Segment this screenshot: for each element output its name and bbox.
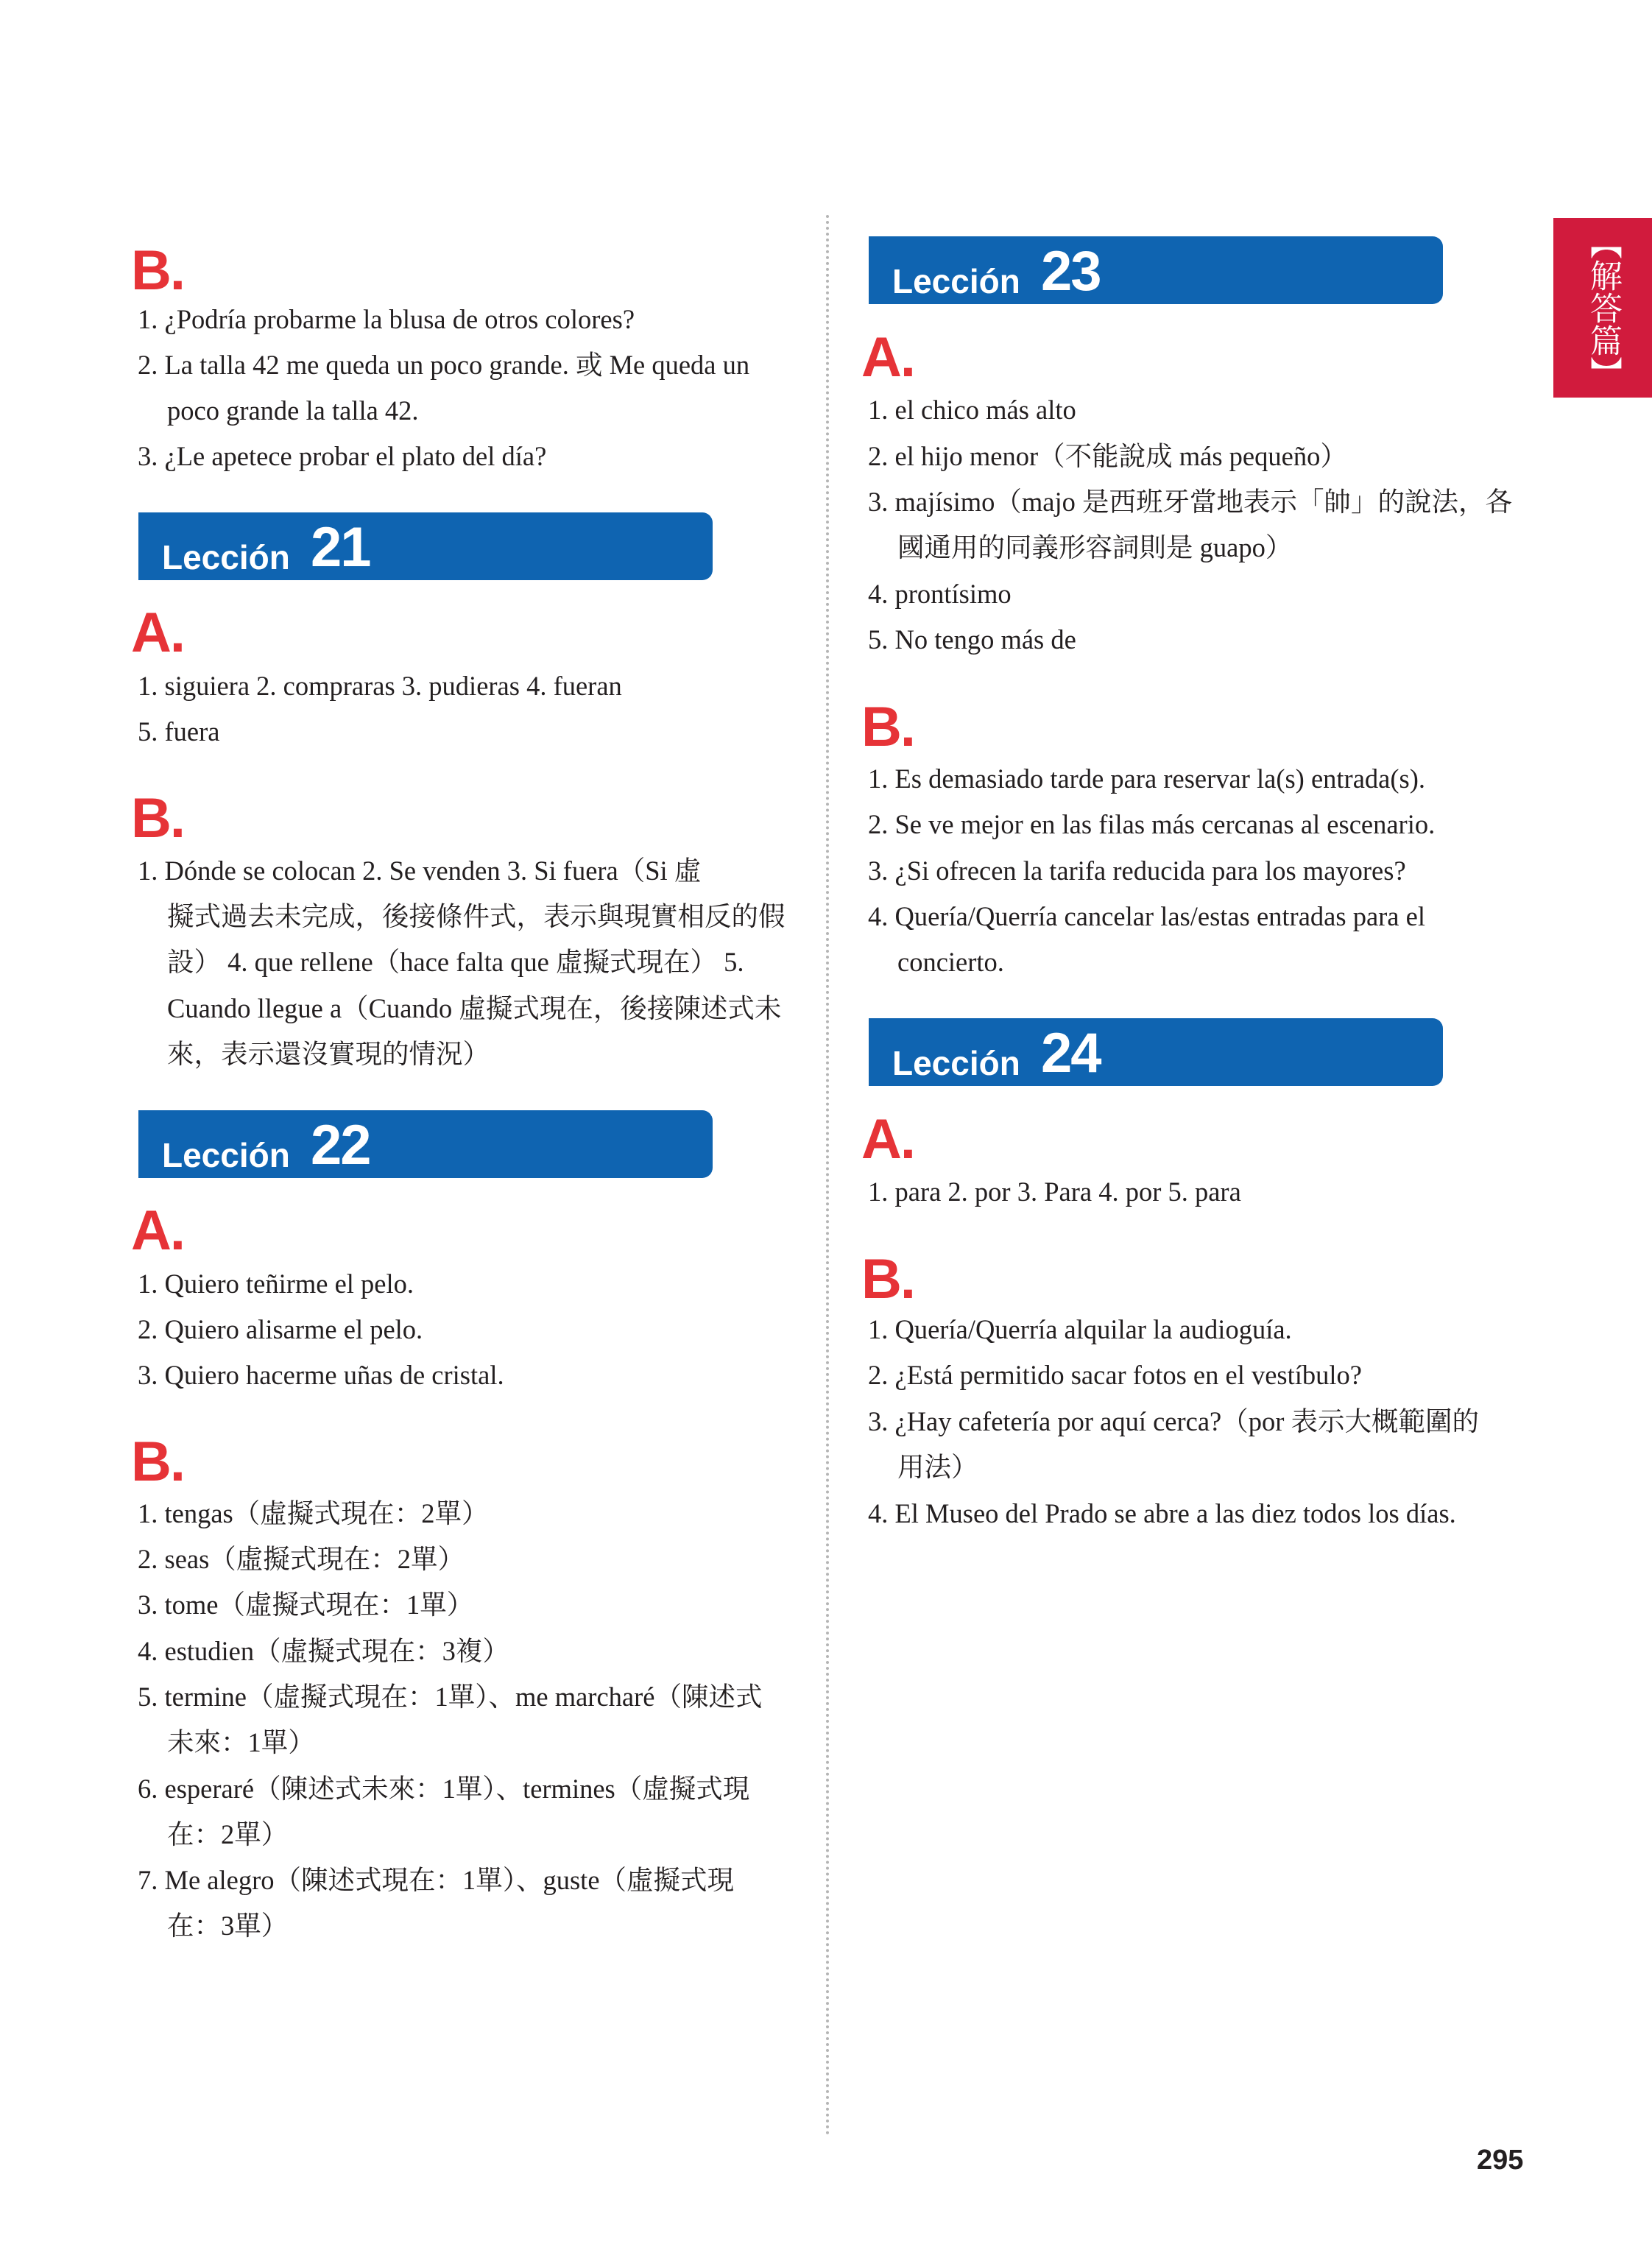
answer-line: 1. tengas（虛擬式現在：2單）: [138, 1498, 489, 1528]
answer-line: 5. No tengo más de: [868, 624, 1076, 655]
section-letter-a: A.: [131, 1199, 185, 1262]
lesson-banner-22: [138, 1110, 713, 1178]
lesson-number: 22: [311, 1114, 370, 1177]
answer-line: 3. tome（虛擬式現在：1單）: [138, 1590, 474, 1620]
answer-line: 3. Quiero hacerme uñas de cristal.: [138, 1360, 504, 1390]
answer-line: 4. prontísimo: [868, 579, 1012, 609]
answer-line: poco grande la talla 42.: [167, 395, 419, 426]
answer-line: 2. Se ve mejor en las filas más cercanas al escenario.: [868, 809, 1436, 839]
section-letter-a: A.: [861, 1108, 915, 1171]
answer-line: 1. Dónde se colocan 2. Se venden 3. Si fuera（Si 虛: [138, 856, 702, 886]
section-letter-a: A.: [131, 602, 185, 664]
answer-line: 2. La talla 42 me queda un poco grande. 或 Me queda un: [138, 350, 750, 380]
answer-line: 4. Quería/Querría cancelar las/estas entradas para el: [868, 901, 1425, 931]
answer-line: 1. el chico más alto: [868, 395, 1076, 425]
lesson-banner-21: [138, 512, 713, 580]
lesson-number: 21: [311, 516, 370, 579]
answer-line: 1. siguiera 2. compraras 3. pudieras 4. fueran: [138, 671, 622, 701]
answer-line: 用法）: [897, 1452, 978, 1482]
answer-line: 1. Es demasiado tarde para reservar la(s) entrada(s).: [868, 763, 1426, 794]
section-tab: [1553, 218, 1652, 398]
section-letter-b: B.: [131, 1431, 185, 1493]
answer-line: 4. estudien（虛擬式現在：3複）: [138, 1636, 509, 1666]
column-divider: [826, 215, 829, 2137]
section-letter-b: B.: [861, 696, 915, 758]
answer-line: 7. Me alegro（陳述式現在：1單）、guste（虛擬式現: [138, 1865, 735, 1895]
answer-line: 來，表示還沒實現的情況）: [167, 1039, 490, 1069]
section-tab-label: 【解答篇】: [1584, 227, 1622, 389]
lesson-number: 23: [1041, 240, 1101, 303]
answer-line: 國通用的同義形容詞則是 guapo）: [897, 532, 1293, 562]
answer-line: 2. el hijo menor（不能說成 más pequeño）: [868, 441, 1347, 471]
section-letter-b: B.: [131, 787, 185, 850]
answer-line: 1. Quiero teñirme el pelo.: [138, 1269, 414, 1299]
answer-line: 3. majísimo（majo 是西班牙當地表示「帥」的說法，各: [868, 487, 1512, 517]
answer-line: 未來：1單）: [167, 1727, 315, 1757]
answer-line: 設） 4. que rellene（hace falta que 虛擬式現在） 5.: [167, 947, 744, 977]
lesson-banner-24: [869, 1018, 1443, 1086]
page-number: 295: [1477, 2145, 1524, 2176]
answer-line: 2. seas（虛擬式現在：2單）: [138, 1544, 465, 1574]
answer-line: 在：2單）: [167, 1819, 289, 1849]
answer-line: 2. ¿Está permitido sacar fotos en el vestíbulo?: [868, 1360, 1362, 1390]
answer-line: 3. ¿Le apetece probar el plato del día?: [138, 441, 547, 471]
lesson-banner-label: Lección: [892, 1044, 1020, 1082]
answer-line: 3. ¿Hay cafetería por aquí cerca?（por 表示大概範圍的: [868, 1406, 1480, 1436]
answer-line: 在：3單）: [167, 1911, 289, 1941]
lesson-number: 24: [1041, 1022, 1101, 1084]
answer-line: 擬式過去未完成，後接條件式，表示與現實相反的假: [167, 901, 786, 931]
answer-line: 3. ¿Si ofrecen la tarifa reducida para los mayores?: [868, 856, 1406, 886]
answer-line: 4. El Museo del Prado se abre a las diez todos los días.: [868, 1498, 1456, 1528]
answer-line: 1. ¿Podría probarme la blusa de otros colores?: [138, 304, 635, 334]
answer-line: 5. fuera: [138, 716, 220, 747]
lesson-banner-label: Lección: [162, 1136, 290, 1174]
answer-line: 1. para 2. por 3. Para 4. por 5. para: [868, 1177, 1241, 1207]
section-letter-a: A.: [861, 326, 915, 389]
section-letter-b: B.: [861, 1248, 915, 1311]
answer-line: 1. Quería/Querría alquilar la audioguía.: [868, 1314, 1292, 1344]
answer-line: Cuando llegue a（Cuando 虛擬式現在，後接陳述式未: [167, 993, 782, 1023]
answer-line: 5. termine（虛擬式現在：1單）、me marcharé（陳述式: [138, 1682, 763, 1712]
answer-line: 2. Quiero alisarme el pelo.: [138, 1314, 423, 1344]
answer-line: concierto.: [897, 947, 1004, 977]
lesson-banner-23: [869, 236, 1443, 304]
lesson-banner-label: Lección: [162, 538, 290, 576]
lesson-banner-label: Lección: [892, 262, 1020, 300]
answer-line: 6. esperaré（陳述式未來：1單）、termines（虛擬式現: [138, 1774, 750, 1804]
section-letter-b: B.: [131, 239, 185, 302]
